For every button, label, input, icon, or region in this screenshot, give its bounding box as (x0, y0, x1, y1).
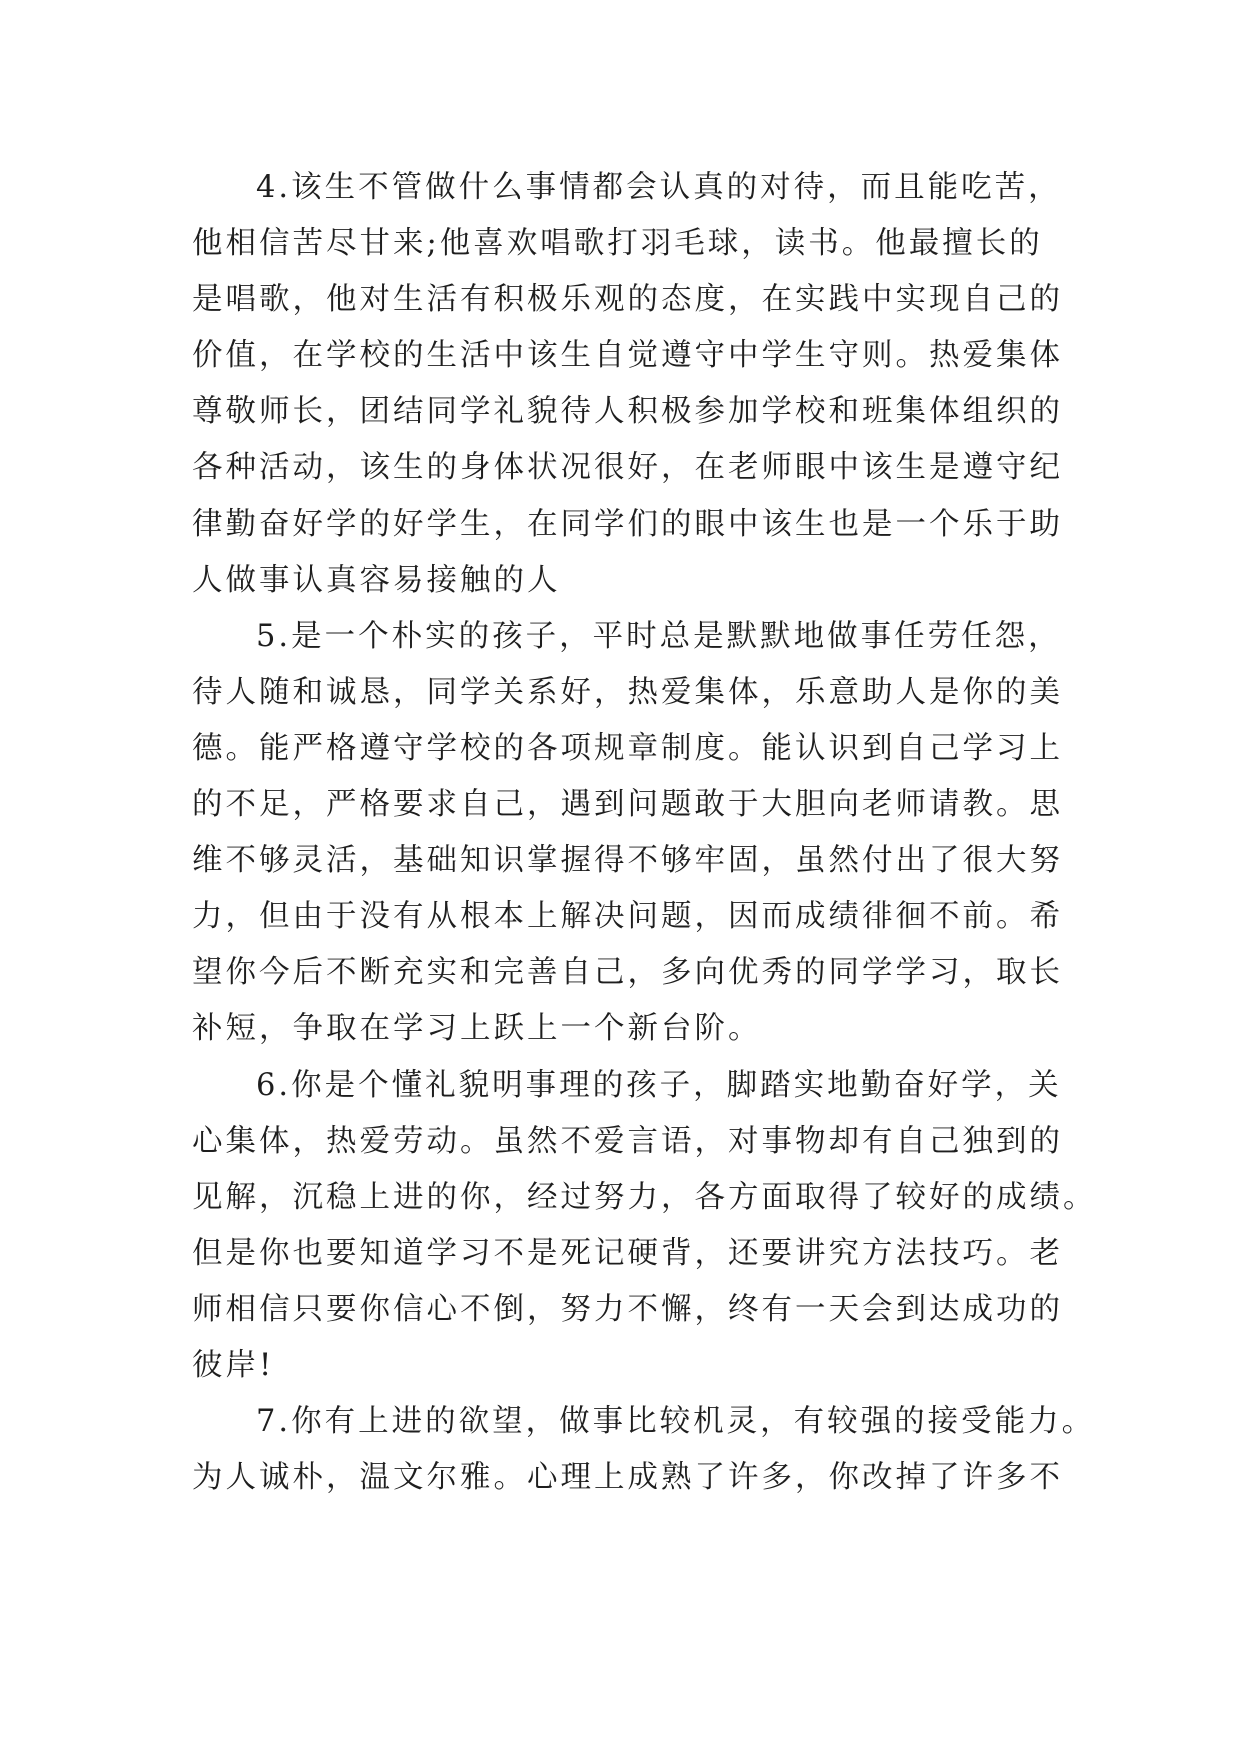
paragraph-item-7 (192, 1394, 1096, 1506)
text-line: 德。能严格遵守学校的各项规章制度。能认识到自己学习上 (192, 730, 1063, 766)
text-line: 师相信只要你信心不倒，努力不懈，终有一天会到达成功的 (192, 1291, 1063, 1327)
text-line: 待人随和诚恳，同学关系好，热爱集体，乐意助人是你的美 (192, 674, 1063, 710)
text-line: 力，但由于没有从根本上解决问题，因而成绩徘徊不前。希 (192, 899, 1063, 935)
text-line: 但是你也要知道学习不是死记硬背，还要讲究方法技巧。老 (192, 1235, 1063, 1271)
text-line: 心集体，热爱劳动。虽然不爱言语，对事物却有自己独到的 (192, 1123, 1063, 1159)
text-line: 见解，沉稳上进的你，经过努力，各方面取得了较好的成绩。 (192, 1179, 1097, 1215)
text-line: 4.该生不管做什么事情都会认真的对待，而且能吃苦， (256, 170, 1062, 205)
text-line: 尊敬师长，团结同学礼貌待人积极参加学校和班集体组织的 (192, 394, 1063, 430)
paragraph-item-5 (192, 609, 1082, 1058)
text-line: 7.你有上进的欲望，做事比较机灵，有较强的接受能力。 (256, 1404, 1096, 1440)
text-line: 律勤奋好学的好学生，在同学们的眼中该生也是一个乐于助 (192, 506, 1063, 542)
text-line: 的不足，严格要求自己，遇到问题敢于大胆向老师请教。思 (192, 787, 1063, 823)
text-line: 维不够灵活，基础知识掌握得不够牢固，虽然付出了很大努 (192, 843, 1063, 879)
paragraph-item-6 (192, 1058, 1097, 1395)
text-line: 望你今后不断充实和完善自己，多向优秀的同学学习，取长 (192, 955, 1063, 991)
text-line: 价值，在学校的生活中该生自觉遵守中学生守则。热爱集体 (192, 338, 1063, 374)
paragraph-item-4 (192, 160, 1082, 609)
text-line: 补短，争取在学习上跃上一个新台阶。 (192, 1011, 762, 1047)
text-line: 5.是一个朴实的孩子，平时总是默默地做事任劳任怨， (256, 618, 1062, 654)
text-line: 他相信苦尽甘来;他喜欢唱歌打羽毛球，读书。他最擅长的 (192, 226, 1043, 262)
text-line: 人做事认真容易接触的人 (192, 562, 561, 598)
text-line: 各种活动，该生的身体状况很好，在老师眼中该生是遵守纪 (192, 450, 1063, 486)
text-line: 6.你是个懂礼貌明事理的孩子，脚踏实地勤奋好学，关 (256, 1067, 1062, 1103)
text-line: 彼岸! (192, 1347, 275, 1383)
text-line: 为人诚朴，温文尔雅。心理上成熟了许多，你改掉了许多不 (192, 1460, 1063, 1496)
text-line: 是唱歌，他对生活有积极乐观的态度，在实践中实现自己的 (192, 282, 1063, 318)
document-body (192, 160, 1097, 1506)
